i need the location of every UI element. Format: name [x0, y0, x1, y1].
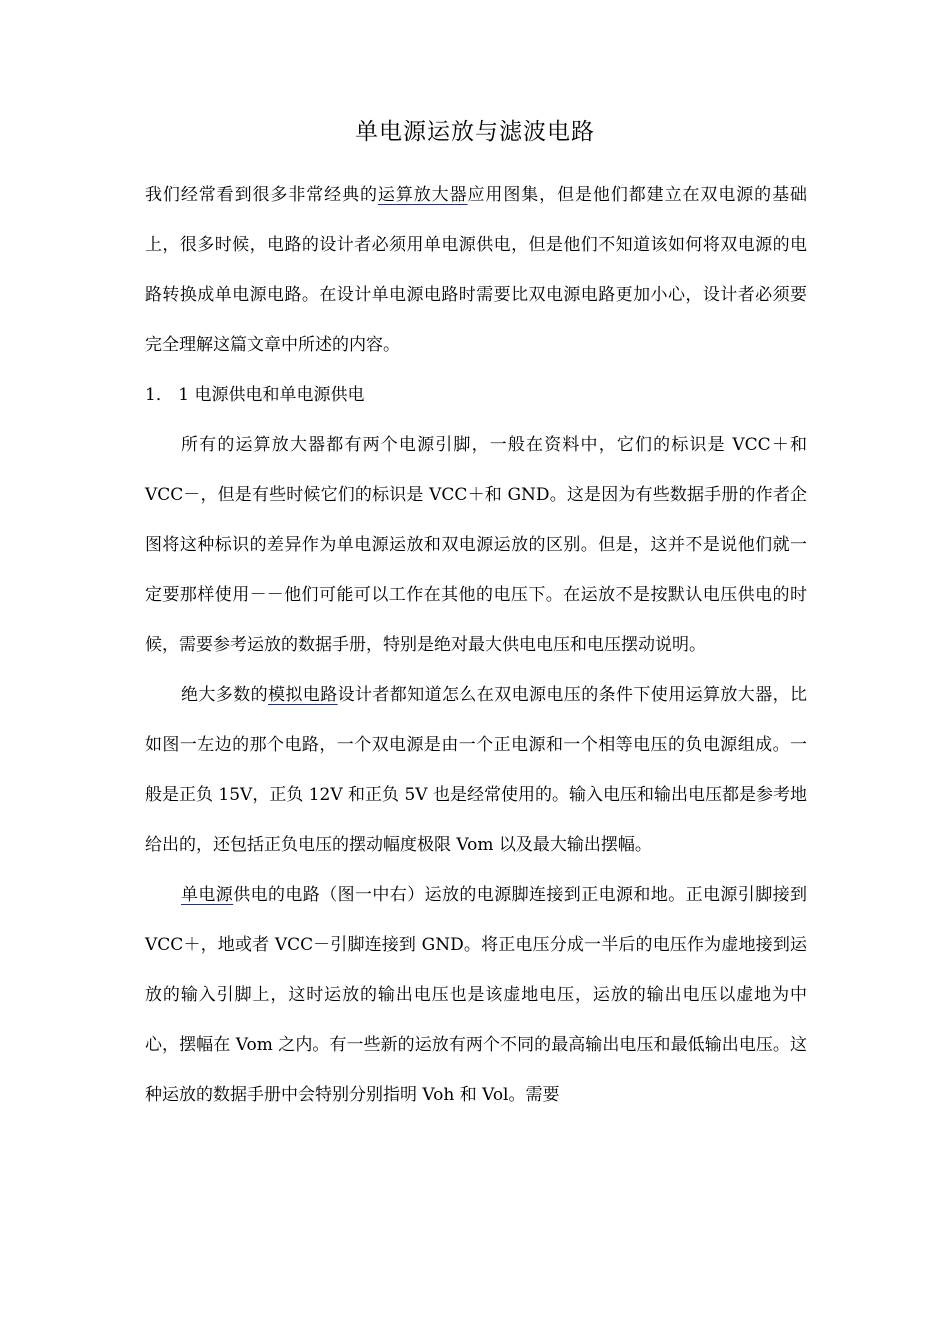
- paragraph-dual-supply: [145, 670, 807, 870]
- analog-circuit-link[interactable]: 模拟电路: [268, 685, 338, 705]
- paragraph-text: 应用图集，但是他们都建立在双电源的基础上，很多时候，电路的设计者必须用单电源供电，但是他们不知道该如何将双电源的电路转换成单电源电路。在设计单电源电路时需要比双电源电路更加小心，设计者必须要完全理解这篇文章中所述的内容。: [145, 185, 808, 355]
- paragraph-text: 所有的运算放大器都有两个电源引脚，一般在资料中，它们的标识是 VCC＋和 VCC－，但是有些时候它们的标识是 VCC＋和 GND。这是因为有些数据手册的作者企图将这种标识的差异作为单电源运放和双电源运放的区别。但是，这并不是说他们就一定要那样使用－－他们可能可以工作在其他的电压下。在运放不是按默认电压供电的时候，需要参考运放的数据手册，特别是绝对最大供电电压和电压摆动说明。: [145, 435, 807, 655]
- paragraph-text: 绝大多数的: [181, 685, 268, 705]
- document-body: [145, 170, 807, 1120]
- document-title: 单电源运放与滤波电路: [355, 119, 595, 145]
- paragraph-text: 我们经常看到很多非常经典的: [145, 185, 378, 205]
- paragraph-power-pins: [145, 420, 807, 670]
- single-supply-link[interactable]: 单电源: [181, 885, 234, 905]
- paragraph-intro: [145, 170, 807, 370]
- paragraph-text: 设计者都知道怎么在双电源电压的条件下使用运算放大器，比如图一左边的那个电路，一个双电源是由一个正电源和一个相等电压的负电源组成。一般是正负 15V，正负 12V 和正负 5V 也是经常使用的。输入电压和输出电压都是参考地给出的，还包括正负电压的摆动幅度极限 Vom 以及最大输出摆幅。: [145, 685, 808, 855]
- paragraph-text: 供电的电路（图一中右）运放的电源脚连接到正电源和地。正电源引脚接到 VCC＋，地或者 VCC－引脚连接到 GND。将正电压分成一半后的电压作为虚地接到运放的输入引脚上，这时运放的输出电压也是该虚地电压，运放的输出电压以虚地为中心，摆幅在 Vom 之内。有一些新的运放有两个不同的最高输出电压和最低输出电压。这种运放的数据手册中会特别分别指明 Voh 和 Vol。需要: [145, 885, 808, 1105]
- op-amp-link[interactable]: 运算放大器: [377, 185, 468, 205]
- section-heading: 1． 1 电源供电和单电源供电: [145, 385, 365, 405]
- paragraph-single-supply: [145, 870, 807, 1120]
